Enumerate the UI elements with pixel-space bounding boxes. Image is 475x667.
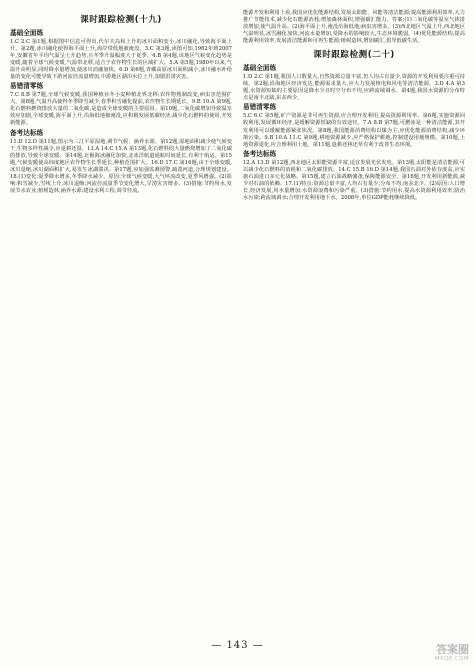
watermark-main: 答案圈	[436, 643, 469, 656]
left-section-title: 课时跟踪检测(十九)	[80, 15, 162, 25]
left-column	[10, 10, 232, 195]
right-exam-answers: 12.A 13.D 第12题,西北地区太阳能资源丰富,适宜发展光伏发电。第13题,太阳能是清洁能源,可以减少化石燃料的消耗和二氧化碳排放。14.C 15.B 16.D 第14题,我国石油对外依存度高,应实施石油进口多元化战略。第15题,建立石油战略储备,保障能源安全。第16题,开发利用新能源,减少对石油的依赖。17.(1)特点:资源总量丰富,人均占有量少;分布不均,南多北少。(2)原因:人口增长,经济发展,用水量增加;水资源浪费和污染严重。(3)措施:节约用水,提高水资源利用效率;防治水污染;跨流域调水;合理开发利用地下水。2008年,单位GDP能耗继续降低。	[243, 159, 465, 201]
watermark-sub: MXQE.COM	[434, 656, 469, 662]
right-section-title: 课时跟踪检测(二十)	[313, 50, 395, 61]
left-basic-answers: 1.C 2.C 第1题,根据图中信息可得出,代尔夫岛和上升的冰川面积变小,冰川融化,导致海平面上升。第2题,冰川融化使得海平面上升,海岸带低地被淹没。3.C 第3题,读图可知,1962年到2007年,安徽省年平均气温呈上升趋势,且冬季升温幅度大于夏季。4.B 第4题,该地区气候变化趋势是变暖,随着全球气候变暖,气温带北移,适合于农作物生长的区域扩大。5.A 第5题,1980年以来,气温升高明显,同时降水量增加,使冰川消融加快。6.D 第6题,青藏高原冰川面积减小,冰川融水补给量的变化可能导致下游河流径流量增加,中游地区湖泊水位上升,加剧洪涝灾害。	[10, 39, 232, 81]
right-column	[243, 10, 465, 202]
watermark-logo	[407, 644, 469, 664]
right-heading-exam: 备考达标练	[243, 149, 277, 158]
left-error-answers: 7.C 8.B 第7题,全球气候变暖,我国种植业冬小麦种植北界北移;农作物熟制改变,病虫害范围扩大。第8题,气温升高使得冬季降雪减少,春季积雪融化提前,农作物生长期延长。9.B 10.A 第9题,化石燃料燃烧排放大量的二氧化碳,是造成全球变暖的主要原因。第10题,二氧化碳增加导致温室效应加剧,全球变暖,海平面上升,沿海低地被淹没,应积极发展低碳经济,减少化石燃料的使用,开发新能源。	[10, 92, 232, 127]
left-heading-exam: 备考达标练	[10, 128, 44, 137]
right-basic-answers: 1.D 2.C 第1题,我国人口数量大,自然资源总量丰富,但人均占有量少,资源的开发利用要注重可持续。第2题,沿海地区经济发达,能源需求量大,应大力发展核电和风电等清洁能源。3.D 4.A 第3题,水资源短缺的主要原因是降水少且时空分布不均,应跨流域调水。第4题,我国水资源的分布特点是南丰北缺,东多西少。	[243, 74, 465, 102]
right-heading-basic: 基础全面练	[243, 64, 277, 73]
page-number: — 143 —	[211, 640, 264, 651]
left-heading-errors: 易错清零练	[10, 82, 44, 91]
right-error-answers: 5.C 6.C 第5题,矿产资源是非可再生资源,应合理开发利用,提高资源利用率。第6题,实施资源回收利用,发展循环经济,是缓解资源短缺的有效途径。7.A 8.B 第7题,可燃冰是一种清洁能源,其开发利用可以缓解能源紧张状况。第8题,我国能源消费结构以煤为主,应优化能源消费结构,减少环境污染。9.B 10.A 11.C 第9题,耕地资源减少,应严格保护耕地,控制建设用地规模。第10题,土地资源退化,应合理利用土地。第11题,退耕还林还草有利于改善生态环境。	[243, 113, 465, 148]
left-heading-basic: 基础全面练	[10, 29, 44, 37]
left-exam-answers: 11.D 12.D 第11题,图示为三江平原湿地,调节气候、涵养水源。第12题,湿地面积减少使气候变干,生物多样性减少,应退耕还湿。13.A 14.C 15.A 第13题,化石燃料的大量燃烧增加了二氧化碳的排放,导致全球变暖。第14题,北极海冰融化加快,北冰洋航道通航时间延长,有利于航运。第15题,气候变暖使高纬度地区农作物生长季延长,种植范围扩大。16.D 17.C 第16题,由于全球变暖,冰川退缩,冰川湖面积扩大,易发生冰湖溃决。第17题,应加强监测预警,疏浚河道,合理规划建设。18.(1)变化:夏季降水增多,冬季降水减少。原因:全球气候变暖,大气环流改变,夏季风增强。(2)影响:积雪减少,雪线上升,冰川退缩;河流径流量季节变化增大,旱涝灾害增多。(3)措施:节约用水,发展节水农业;植树造林,涵养水源;建设水利工程,调节径流。	[10, 138, 232, 194]
right-heading-errors: 易错清零练	[243, 103, 277, 112]
right-continued-answers: 能源开发和利用上看,我国应优化能源结构,发展太阳能、风能等清洁能源;提高能源利用效率,大力推广节能技术,减少化石能源消耗;增加森林面积,增强碳汇能力。答案:(1)二氧化碳等温室气体排放增加,使气温升高。(2)海平面上升,淹没沿海低地;病虫害增多。(3)西北地区气温上升,西北地区气温明显,冰雪融化加快,河流水量增加,受降水的影响较大,生态环境脆弱。(4)优化能源结构,提高能源利用效率,发展清洁能源和可再生能源;植树造林,增加碳汇,倡导低碳生活。	[243, 10, 465, 45]
